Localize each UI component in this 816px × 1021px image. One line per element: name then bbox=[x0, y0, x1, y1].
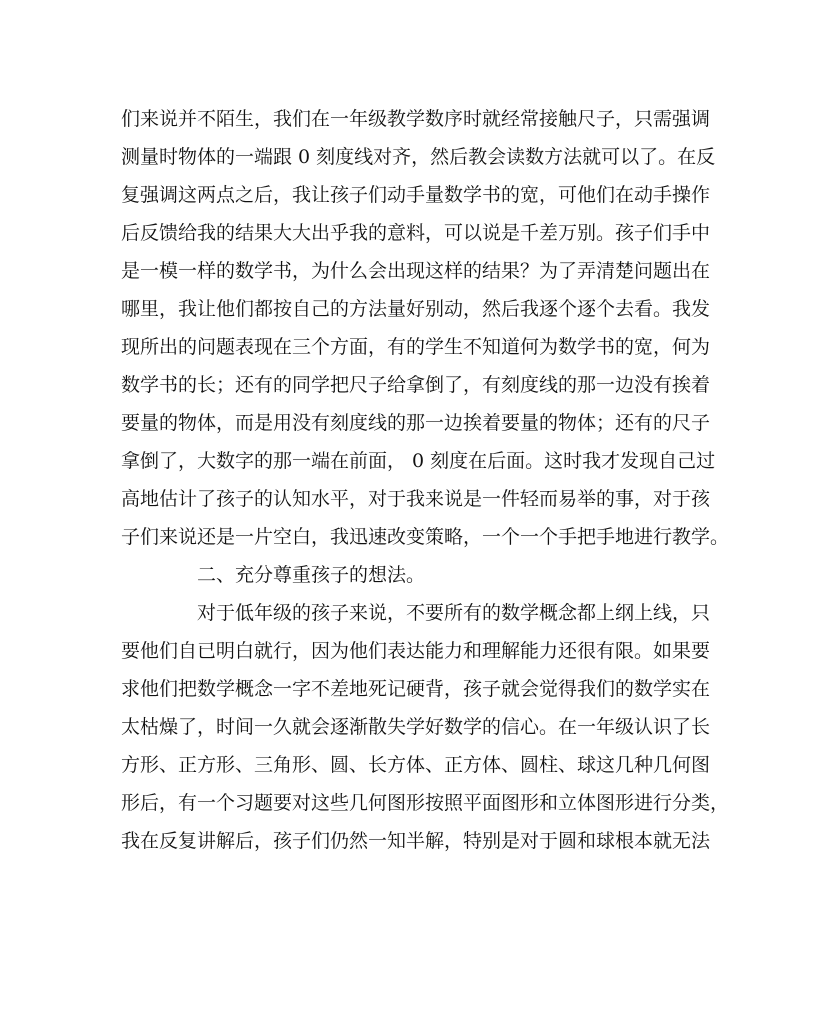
text-line: 哪里，我让他们都按自己的方法量好别动，然后我逐个逐个去看。我发 bbox=[121, 298, 711, 320]
text-line: 们来说并不陌生，我们在一年级教学数序时就经常接触尺子，只需强调 bbox=[121, 108, 711, 130]
text-line: 高地估计了孩子的认知水平，对于我来说是一件轻而易举的事，对于孩 bbox=[121, 488, 711, 510]
text-line: 后反馈给我的结果大大出乎我的意料，可以说是千差万别。孩子们手中 bbox=[121, 222, 711, 244]
text-line: 要量的物体，而是用没有刻度线的那一边挨着要量的物体；还有的尺子 bbox=[121, 412, 711, 434]
text-line: 是一模一样的数学书，为什么会出现这样的结果？为了弄清楚问题出在 bbox=[121, 260, 711, 282]
text-line: 测量时物体的一端跟 0 刻度线对齐，然后教会读数方法就可以了。在反 bbox=[121, 146, 716, 168]
text-line: 子们来说还是一片空白，我迅速改变策略，一个一个手把手地进行教学。 bbox=[121, 526, 730, 548]
text-line: 要他们自已明白就行，因为他们表达能力和理解能力还很有限。如果要 bbox=[121, 640, 711, 662]
body-text bbox=[121, 100, 730, 860]
text-line: 对于低年级的孩子来说，不要所有的数学概念都上纲上线，只 bbox=[197, 602, 711, 624]
text-line: 我在反复讲解后，孩子们仍然一知半解，特别是对于圆和球根本就无法 bbox=[121, 830, 711, 852]
section-heading: 二、充分尊重孩子的想法。 bbox=[197, 564, 426, 586]
text-line: 方形、正方形、三角形、圆、长方体、正方体、圆柱、球这几种几何图 bbox=[121, 754, 711, 776]
text-line: 数学书的长；还有的同学把尺子给拿倒了，有刻度线的那一边没有挨着 bbox=[121, 374, 711, 396]
text-line: 太枯燥了，时间一久就会逐渐散失学好数学的信心。在一年级认识了长 bbox=[121, 716, 711, 738]
text-line: 复强调这两点之后，我让孩子们动手量数学书的宽，可他们在动手操作 bbox=[121, 184, 711, 206]
text-line: 现所出的问题表现在三个方面，有的学生不知道何为数学书的宽，何为 bbox=[121, 336, 711, 358]
text-line: 拿倒了，大数字的那一端在前面， 0 刻度在后面。这时我才发现自己过 bbox=[121, 450, 716, 472]
text-line: 形后，有一个习题要对这些几何图形按照平面图形和立体图形进行分类， bbox=[121, 792, 730, 814]
text-line: 求他们把数学概念一字不差地死记硬背，孩子就会觉得我们的数学实在 bbox=[121, 678, 711, 700]
